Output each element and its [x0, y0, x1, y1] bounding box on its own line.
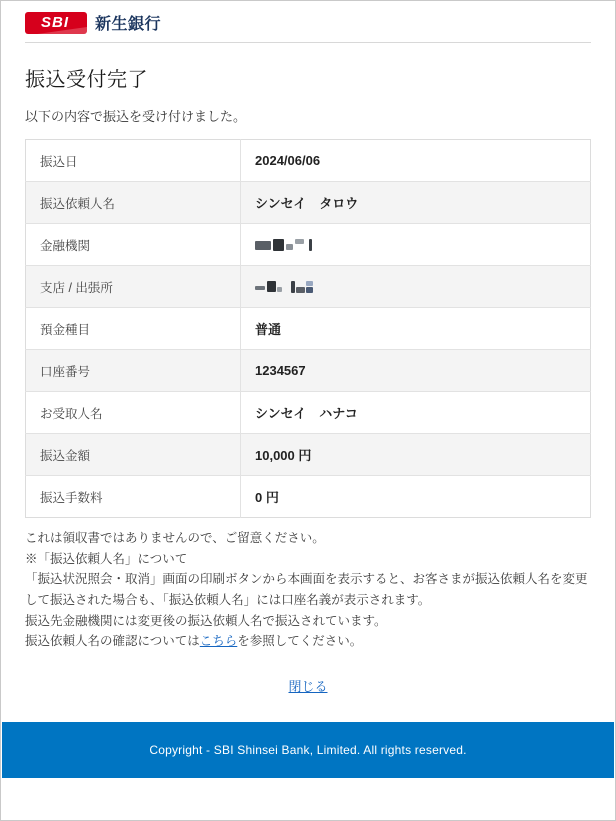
page-title: 振込受付完了 [25, 69, 148, 91]
table-row [26, 308, 591, 350]
row-label-transfer-fee: 振込手数料 [26, 476, 241, 518]
redacted-value-icon [255, 281, 325, 294]
row-label-recipient-name: お受取人名 [26, 392, 241, 434]
header-divider [25, 42, 591, 43]
row-value-transfer-date: 2024/06/06 [241, 140, 591, 182]
close-link[interactable]: 閉じる [288, 678, 328, 694]
table-row [26, 350, 591, 392]
lead-text: 以下の内容で振込を受け付けました。 [25, 109, 247, 124]
note-line-4: 振込先金融機関には変更後の振込依頼人名で振込されています。 [25, 613, 387, 628]
table-row [26, 182, 591, 224]
row-label-transfer-amount: 振込金額 [26, 434, 241, 476]
footer [2, 722, 614, 778]
row-value-branch [241, 266, 591, 308]
table-row [26, 140, 591, 182]
logo-bank-name: 新生銀行 [95, 16, 162, 33]
row-value-transfer-amount: 10,000 円 [241, 434, 591, 476]
site-header [1, 1, 615, 51]
transfer-details-table [25, 139, 591, 518]
row-value-account-type: 普通 [241, 308, 591, 350]
logo[interactable] [25, 11, 591, 34]
table-row [26, 266, 591, 308]
row-value-financial-institution [241, 224, 591, 266]
note-line-5-prefix: 振込依頼人名の確認については [25, 634, 200, 649]
note-line-2: ※「振込依頼人名」について [25, 551, 188, 566]
close-link-row [25, 676, 591, 696]
row-label-account-number: 口座番号 [26, 350, 241, 392]
row-label-branch: 支店 / 出張所 [26, 266, 241, 308]
table-row [26, 476, 591, 518]
row-label-account-type: 預金種目 [26, 308, 241, 350]
row-value-recipient-name: シンセイ ハナコ [241, 392, 591, 434]
logo-mark-text: SBI [40, 14, 69, 31]
main-content [1, 63, 615, 696]
requester-name-help-link[interactable]: こちら [199, 634, 238, 649]
note-line-1: これは領収書ではありませんので、ご留意ください。 [25, 531, 325, 545]
row-label-financial-institution: 金融機関 [26, 224, 241, 266]
row-value-requester-name: シンセイ タロウ [241, 182, 591, 224]
notes-section [25, 528, 591, 652]
footer-copyright: Copyright - SBI Shinsei Bank, Limited. All rights reserved. [149, 743, 467, 757]
table-row [26, 392, 591, 434]
redacted-value-icon [255, 239, 325, 252]
note-line-3: 「振込状況照会・取消」画面の印刷ボタンから本画面を表示すると、お客さまが振込依頼人名を変更して振込された場合も、「振込依頼人名」には口座名義が表示されます。 [25, 572, 588, 607]
table-row [26, 434, 591, 476]
note-line-5-suffix: を参照してください。 [237, 634, 363, 649]
row-label-transfer-date: 振込日 [26, 140, 241, 182]
row-value-transfer-fee: 0 円 [241, 476, 591, 518]
table-row [26, 224, 591, 266]
row-value-account-number: 1234567 [241, 350, 591, 392]
note-line-5 [25, 631, 591, 652]
sbi-logo-icon [25, 12, 87, 34]
row-label-requester-name: 振込依頼人名 [26, 182, 241, 224]
